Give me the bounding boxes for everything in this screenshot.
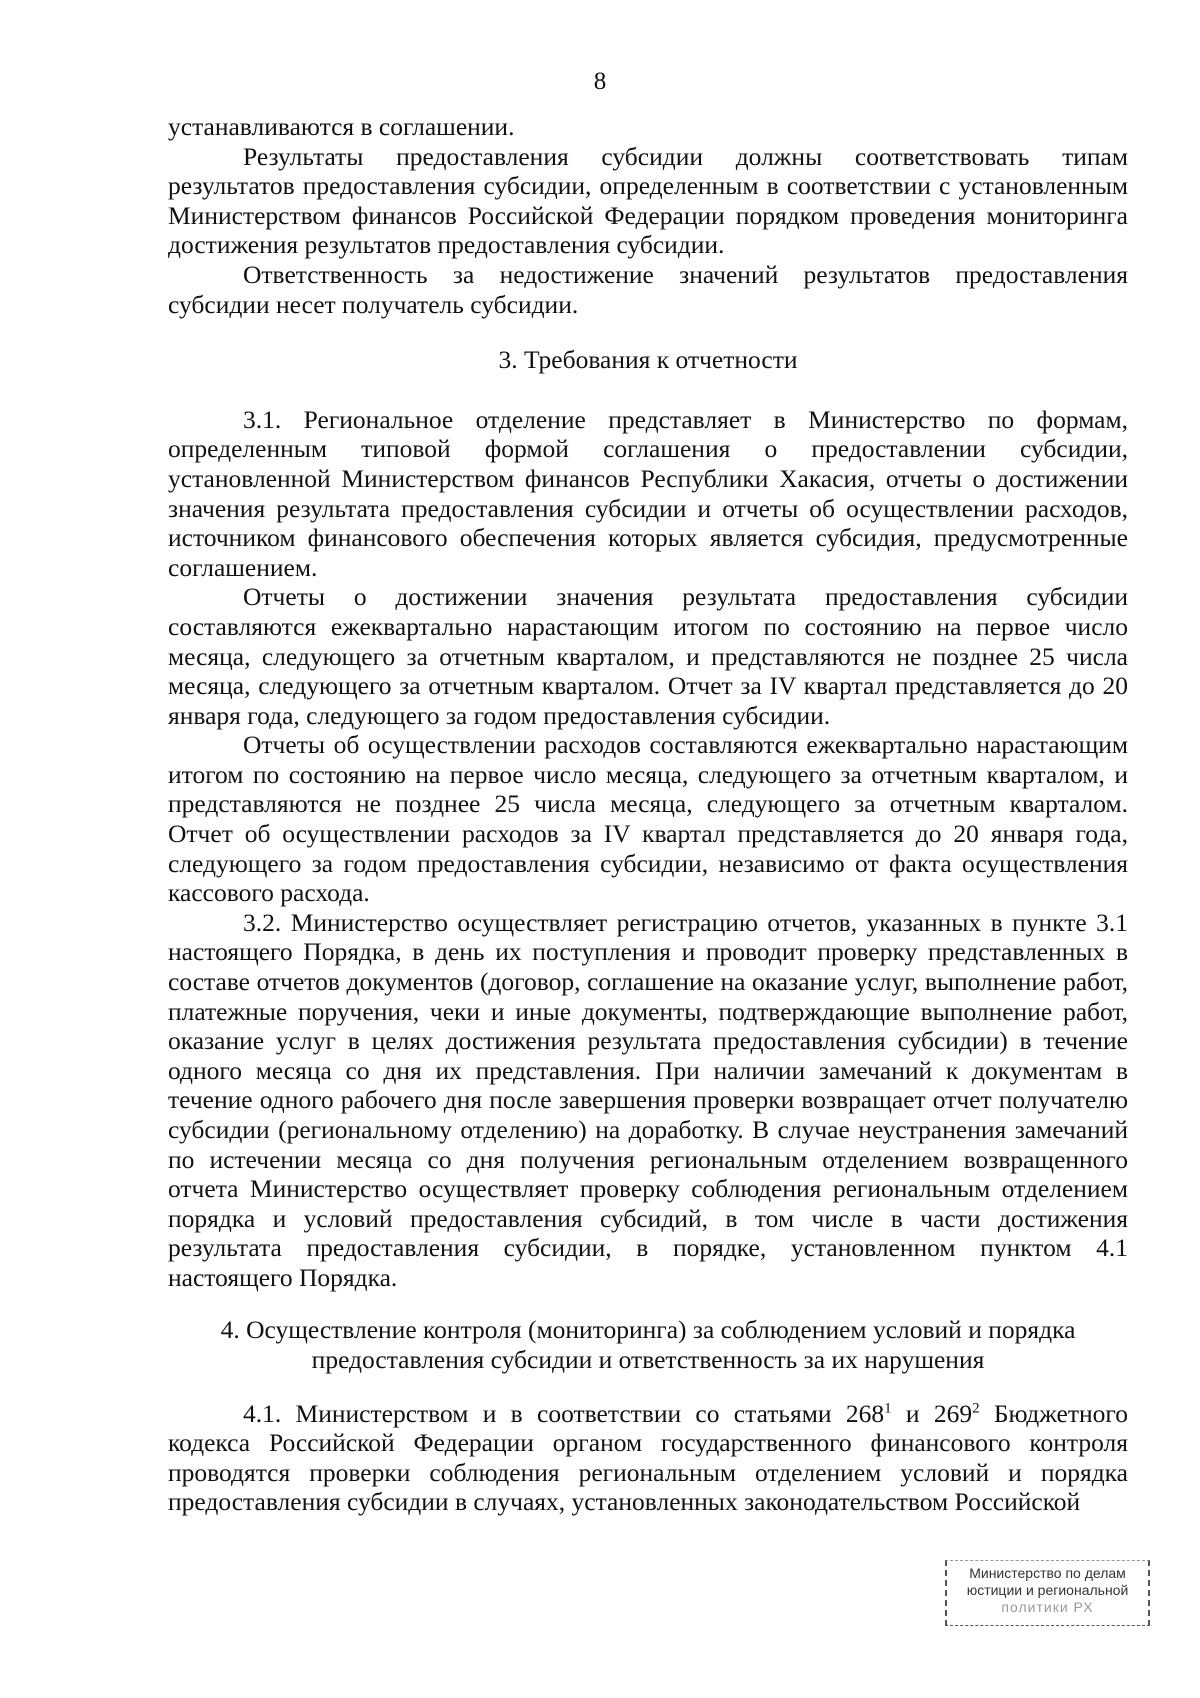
paragraph-4-1-part-a: 4.1. Министерством и в соответствии со статьями 268 xyxy=(243,1398,885,1428)
paragraph-4-1-part-c: Бюджетного кодекса Российской Федерации органом государственного финансового контроля проводятся проверки соблюдения региональным отделением условий и порядка предоставления субсидии в случаях, установленных законодательством Российской xyxy=(168,1398,1128,1517)
paragraph-reports-results: Отчеты о достижении значения результата предоставления субсидии составляются ежеквартально нарастающим итогом по состоянию на первое число месяца, следующего за отчетным кварталом, и представляются не позднее 25 числа месяца, следующего за отчетным кварталом. Отчет за IV квартал представляется до 20 января года, следующего за годом предоставления субсидии. xyxy=(168,582,1128,730)
paragraph-responsibility: Ответственность за недостижение значений результатов предоставления субсидии несет получатель субсидии. xyxy=(168,259,1128,319)
section-heading-4-line1: 4. Осуществление контроля (мониторинга) за соблюдением условий и порядка xyxy=(220,1314,1076,1344)
stamp-line-3: политики РХ xyxy=(1001,1599,1094,1615)
superscript-2: 2 xyxy=(972,1400,980,1417)
document-body xyxy=(168,112,1128,1517)
paragraph-3-1: 3.1. Региональное отделение представляет в Министерство по формам, определенным типовой формой соглашения о предоставлении субсидии, установленной Министерством финансов Республики Хакасия, отчеты о достижении значения результата предоставления субсидии и отчеты об осуществлении расходов, источником финансового обеспечения которых является субсидия, предусмотренные соглашением. xyxy=(168,404,1128,582)
page-number: 8 xyxy=(593,68,607,95)
paragraph-4-1-part-b: и 269 xyxy=(891,1398,973,1428)
paragraph-continuation: устанавливаются в соглашении. xyxy=(168,112,515,141)
registration-stamp xyxy=(945,1560,1150,1626)
stamp-line-2: юстиции и региональной xyxy=(966,1582,1129,1598)
section-heading-4-line2: предоставления субсидии и ответственность за их нарушения xyxy=(311,1344,985,1374)
paragraph-4-1 xyxy=(168,1399,1128,1517)
paragraph-3-2: 3.2. Министерство осуществляет регистрацию отчетов, указанных в пункте 3.1 настоящего Порядка, в день их поступления и проводит проверку представленных в составе отчетов документов (договор, соглашение на оказание услуг, выполнение работ, платежные поручения, чеки и иные документы, подтверждающие выполнение работ, оказание услуг в целях достижения результата предоставления субсидии) в течение одного месяца со дня их представления. При наличии замечаний к документам в течение одного рабочего дня после завершения проверки возвращает отчет получателю субсидии (региональному отделению) на доработку. В случае неустранения замечаний по истечении месяца со дня получения региональным отделением возвращенного отчета Министерство осуществляет проверку соблюдения региональным отделением порядка и условий предоставления субсидий, в том числе в части достижения результата предоставления субсидии, в порядке, установленном пунктом 4.1 настоящего Порядка. xyxy=(168,907,1128,1292)
section-heading-3: 3. Требования к отчетности xyxy=(498,345,798,375)
paragraph-reports-expenses: Отчеты об осуществлении расходов составляются ежеквартально нарастающим итогом по состоянию на первое число месяца, следующего за отчетным кварталом, и представляются не позднее 25 числа месяца, следующего за отчетным кварталом. Отчет об осуществлении расходов за IV квартал представляется до 20 января года, следующего за годом предоставления субсидии, независимо от факта осуществления кассового расхода. xyxy=(168,730,1128,908)
stamp-line-1: Министерство по делам xyxy=(969,1565,1126,1581)
superscript-1: 1 xyxy=(884,1400,892,1417)
paragraph-results-types: Результаты предоставления субсидии должны соответствовать типам результатов предоставления субсидии, определенным в соответствии с установленным Министерством финансов Российской Федерации порядком проведения мониторинга достижения результатов предоставления субсидии. xyxy=(168,141,1128,260)
section-heading-4 xyxy=(168,1315,1128,1375)
